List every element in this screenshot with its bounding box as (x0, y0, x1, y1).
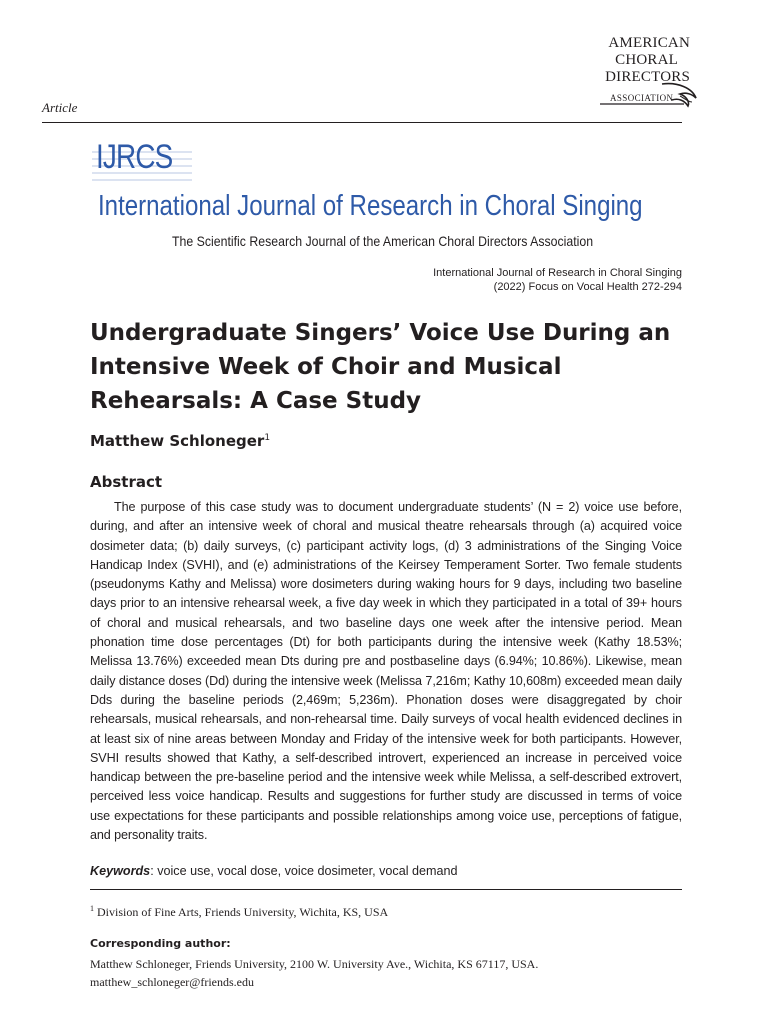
corresponding-author-email[interactable]: matthew_schloneger@friends.edu (90, 975, 254, 989)
logo-line-3: DIRECTORS (605, 69, 690, 85)
author (90, 432, 270, 450)
paper-title: Undergraduate Singers’ Voice Use During an Intensive Week of Choir and Musical Rehearsals: A Case Study (90, 320, 671, 414)
footnote-marker: 1 (90, 904, 94, 913)
logo-line-2: CHORAL (615, 52, 678, 68)
logo-line-4: ASSOCIATION (610, 93, 674, 103)
logo-line-1: AMERICAN (608, 35, 690, 51)
author-name: Matthew Schloneger (90, 432, 265, 450)
corresponding-author-address: Matthew Schloneger, Friends University, 2100 W. University Ave., Wichita, KS 67117, USA. (90, 957, 539, 971)
footnote-rule (90, 889, 682, 890)
author-affiliation-marker: 1 (264, 433, 271, 443)
citation (433, 266, 682, 294)
header-rule (42, 122, 682, 123)
keywords-list: : voice use, vocal dose, voice dosimeter, vocal demand (150, 864, 458, 878)
keywords (90, 864, 458, 878)
citation-line-1: International Journal of Research in Choral Singing (433, 267, 682, 279)
citation-line-2: (2022) Focus on Vocal Health 272-294 (493, 281, 682, 293)
article-label: Article (42, 100, 78, 115)
journal-subtitle: The Scientific Research Journal of the American Choral Directors Association (172, 233, 594, 249)
acda-logo (592, 34, 702, 112)
corresponding-author-heading: Corresponding author: (90, 937, 231, 950)
abstract-body: The purpose of this case study was to document undergraduate students’ (N = 2) voice use before, during, and after an intensive week of choral and musical theatre rehearsals through (a) acquired voice dosimeter data; (b) daily surveys, (c) participant activity logs, (d) 3 administrations of the Singing Voice Handicap Index (SVHI), and (e) administrations of the Keirsey Temperament Sorter. Two female students (pseudonyms Kathy and Melissa) wore dosimeters during waking hours for 9 days, including two baseline days prior to an intensive rehearsal week, a five day week in which they participated in a total of 39+ hours of choral and musical rehearsals, and two baseline days one week after the intensive period. Mean phonation time dose percentages (Dt) for both participants during the intensive week (Kathy 18.53%; Melissa 13.76%) exceeded mean Dts during pre and postbaseline days (6.94%; 10.86%). Likewise, mean daily distance doses (Dd) during the intensive week (Melissa 7,216m; Kathy 10,608m) exceeded mean daily Dds during the baseline periods (2,469m; 5,236m). Phonation doses were disaggregated by choir rehearsals, musical rehearsals, and non-rehearsal time. Daily surveys of vocal health evidenced declines in at least six of nine areas between Monday and Friday of the intensive week for both participants. However, SVHI results showed that Kathy, a self-described introvert, experienced an increase in perceived voice handicap between the pre-baseline period and the intensive week while Melissa, a self-described extrovert, perceived less voice handicap. Results and suggestions for further study are discussed in terms of voice use expectations for these participants and possible relationships among voice use, perceptions of fatigue, and personality traits. (90, 500, 682, 843)
keywords-label: Keywords (90, 864, 151, 878)
abstract-heading: Abstract (90, 473, 163, 491)
affiliation-footnote (90, 904, 388, 920)
affiliation-text: Division of Fine Arts, Friends University, Wichita, KS, USA (97, 905, 389, 919)
journal-abbreviation: IJRCS (96, 138, 173, 176)
journal-title: International Journal of Research in Choral Singing (98, 190, 643, 222)
